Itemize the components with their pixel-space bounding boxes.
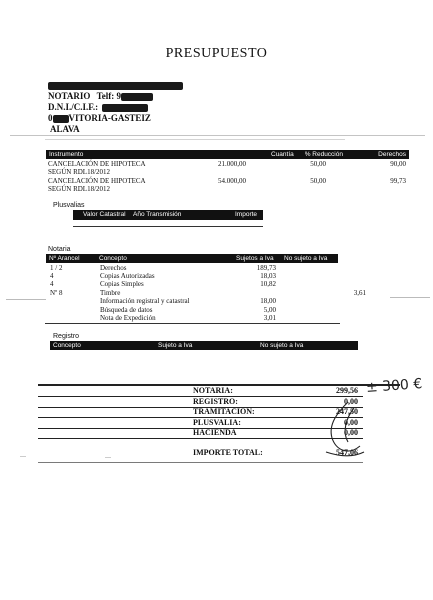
handwritten-scribble-icon	[318, 398, 368, 464]
arancel-cell: 4	[50, 280, 54, 288]
concepto-cell: Timbre	[100, 289, 121, 297]
col-importe: Importe	[235, 211, 258, 218]
col-reduccion: % Reducción	[304, 151, 343, 158]
scan-line	[10, 135, 425, 136]
total-notaria-label: NOTARIA:	[193, 386, 233, 395]
total-tramitacion-label: TRAMITACION:	[193, 407, 255, 416]
col-no-sujeto-iva: No sujeto a Iva	[284, 255, 328, 262]
notario-label: NOTARIO	[48, 91, 91, 101]
sujeto-cell: 3,01	[263, 314, 276, 322]
importe-total-label: IMPORTE TOTAL:	[193, 448, 263, 457]
document-title: PRESUPUESTO	[165, 46, 268, 61]
handwritten-estimate: ± 300 €	[365, 376, 423, 396]
redaction-bar	[102, 104, 148, 112]
dni-label: D.N.I./C.I.F.:	[48, 102, 99, 112]
col-registro-sujeto: Sujeto a Iva	[158, 342, 193, 349]
col-valor-catastral: Valor Catastral	[83, 211, 126, 218]
instrumentos-header	[46, 150, 409, 159]
plusvalias-header	[73, 210, 263, 220]
sujeto-cell: 10,82	[260, 280, 276, 288]
registro-header	[50, 341, 358, 350]
arancel-cell: Nº 8	[50, 289, 63, 297]
concepto-cell: Copias Autorizadas	[100, 272, 155, 280]
scan-line	[6, 299, 46, 300]
plusvalias-bottom-rule	[73, 226, 263, 227]
col-derechos: Derechos	[378, 151, 406, 158]
total-rule	[38, 438, 363, 439]
sujeto-cell: 189,73	[256, 264, 276, 272]
concepto-cell: Información registral y catastral	[100, 297, 190, 305]
col-registro-no-sujeto: No sujeto a Iva	[260, 342, 304, 349]
sujeto-cell: 18,00	[260, 297, 276, 305]
concepto-cell: Derechos	[100, 264, 127, 272]
registro-label: Registro	[53, 333, 80, 340]
scan-speck	[20, 456, 26, 457]
notaria-label: Notaria	[48, 246, 71, 253]
sujeto-cell: 18,03	[260, 272, 276, 280]
col-arancel: Nº Arancel	[49, 255, 80, 262]
redaction-bar	[48, 82, 183, 90]
instr-cuantia: 21.000,00	[218, 160, 246, 168]
header-dni-line	[48, 102, 148, 112]
header-redacted-name-line	[48, 80, 183, 90]
header-province: ALAVA	[50, 124, 80, 134]
redaction-bar	[53, 115, 69, 123]
sujeto-cell: 5,00	[263, 306, 276, 314]
telf-label: Telf:	[96, 91, 115, 101]
address-prefix: 0	[48, 113, 53, 123]
scan-line	[45, 139, 345, 140]
instr-cuantia: 54.000,00	[218, 177, 246, 185]
plusvalias-label: Plusvalias	[53, 202, 85, 209]
arancel-cell: 4	[50, 272, 54, 280]
notaria-header	[46, 254, 338, 263]
instr-derechos: 99,73	[390, 177, 406, 185]
instr-derechos: 90,00	[390, 160, 406, 168]
header-notario-line	[48, 91, 153, 101]
importe-total-value: 547,06	[336, 448, 358, 457]
scan-speck	[105, 457, 111, 458]
table-row: CANCELACIÓN DE HIPOTECA SEGÚN RDL18/2012	[48, 177, 146, 193]
concepto-cell: Búsqueda de datos	[100, 306, 153, 314]
col-ano-transmision: Año Transmisión	[133, 211, 182, 218]
scan-line	[390, 297, 430, 298]
col-cuantia: Cuantía	[271, 151, 294, 158]
no-sujeto-cell: 3,61	[353, 289, 366, 297]
table-row: CANCELACIÓN DE HIPOTECA SEGÚN RDL18/2012	[48, 160, 146, 176]
total-notaria-value: 299,56	[336, 386, 358, 395]
total-tramitacion-value: 247,50	[336, 407, 358, 416]
total-rule	[38, 462, 363, 463]
total-registro-label: REGISTRO:	[193, 397, 238, 406]
header-address-line	[48, 113, 151, 123]
concepto-cell: Copias Simples	[100, 280, 144, 288]
total-hacienda-label: HACIENDA	[193, 428, 237, 437]
address-city: VITORIA-GASTEIZ	[68, 113, 151, 123]
notaria-bottom-rule	[45, 323, 340, 324]
instr-reduccion: 50,00	[310, 177, 326, 185]
concepto-cell: Nota de Expedición	[100, 314, 156, 322]
total-hacienda-value: 0,00	[344, 428, 358, 437]
instr-reduccion: 50,00	[310, 160, 326, 168]
total-registro-value: 0,00	[344, 397, 358, 406]
arancel-cell: 1 / 2	[50, 264, 63, 272]
total-plusvalia-value: 0,00	[344, 418, 358, 427]
col-sujeto-iva: Sujetos a Iva	[236, 255, 274, 262]
col-registro-concepto: Concepto	[53, 342, 81, 349]
col-concepto: Concepto	[99, 255, 127, 262]
telf-value: 9	[116, 91, 122, 101]
total-plusvalia-label: PLUSVALIA:	[193, 418, 241, 427]
col-instrumento: Instrumento	[49, 151, 84, 158]
redaction-bar	[121, 93, 153, 101]
